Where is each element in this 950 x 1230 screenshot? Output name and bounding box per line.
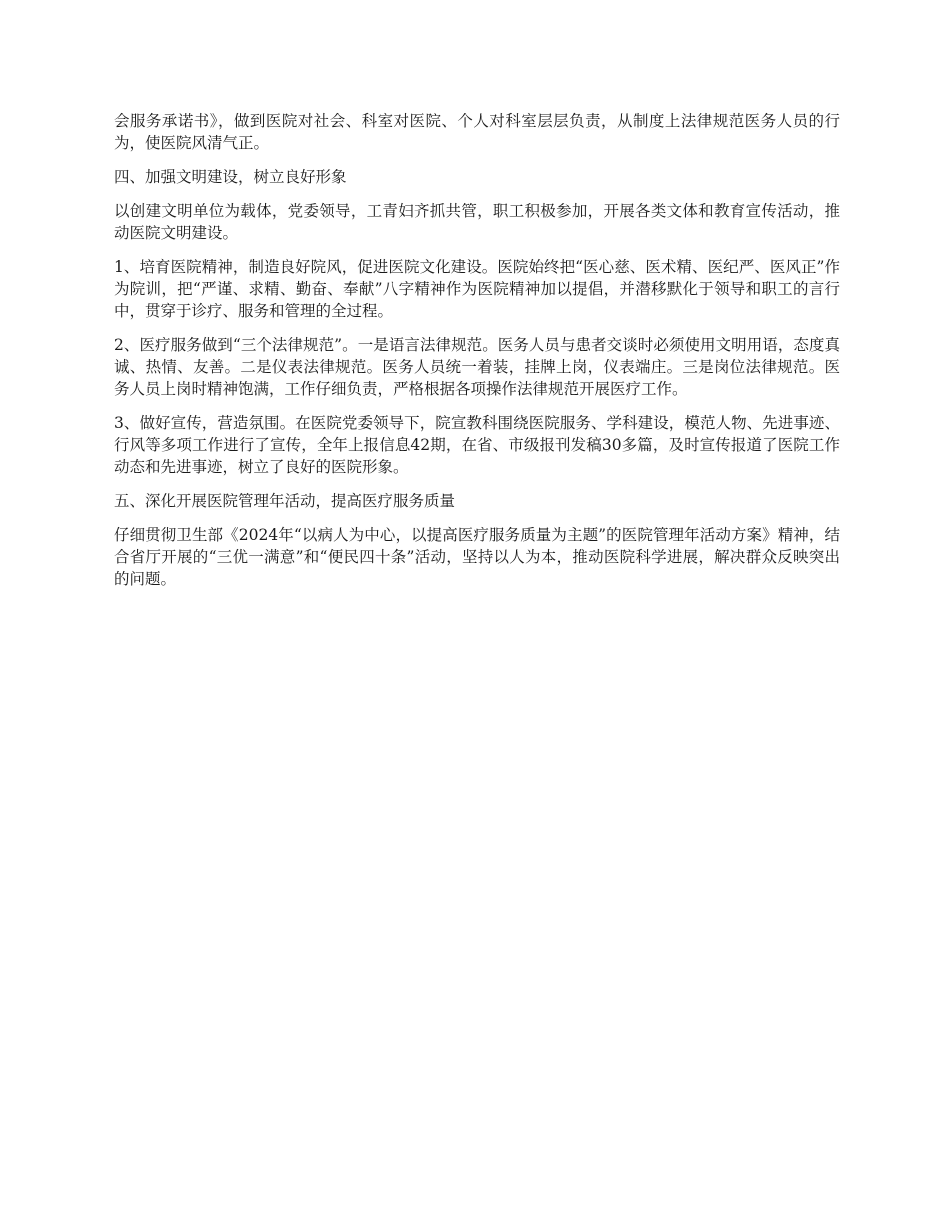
- section-heading-4: 四、加强文明建设，树立良好形象: [114, 168, 347, 186]
- paragraph-item-2: 2、医疗服务做到“三个法律规范”。一是语言法律规范。医务人员与患者交谈时必须使用文明用语，态度真诚、热情、友善。二是仪表法律规范。医务人员统一着装，挂牌上岗，仪表端庄。三是岗位法律规范。医务人员上岗时精神饱满，工作仔细负责，严格根据各项操作法律规范开展医疗工作。: [114, 336, 840, 398]
- paragraph-item-1: 1、培育医院精神，制造良好院风，促进医院文化建设。医院始终把“医心慈、医术精、医纪严、医风正”作为院训，把“严谨、求精、勤奋、奉献”八字精神作为医院精神加以提倡，并潜移默化于领导和职工的言行中，贯穿于诊疗、服务和管理的全过程。: [114, 258, 840, 320]
- paragraph-management-year: 仔细贯彻卫生部《2024年“以病人为中心，以提高医疗服务质量为主题”的医院管理年活动方案》精神，结合省厅开展的“三优一满意”和“便民四十条”活动，坚持以人为本，推动医院科学进展，解决群众反映突出的问题。: [114, 526, 840, 588]
- paragraph-continuation: 会服务承诺书》，做到医院对社会、科室对医院、个人对科室层层负责，从制度上法律规范医务人员的行为，使医院风清气正。: [114, 112, 840, 152]
- paragraph-civilization: 以创建文明单位为载体，党委领导，工青妇齐抓共管，职工积极参加，开展各类文体和教育宣传活动，推动医院文明建设。: [114, 202, 840, 242]
- section-heading-5: 五、深化开展医院管理年活动，提高医疗服务质量: [114, 492, 456, 510]
- paragraph-item-3: 3、做好宣传，营造氛围。在医院党委领导下，院宣教科围绕医院服务、学科建设，模范人物、先进事迹、行风等多项工作进行了宣传，全年上报信息42期，在省、市级报刊发稿30多篇，及时宣传报道了医院工作动态和先进事迹，树立了良好的医院形象。: [114, 414, 840, 476]
- document-body: [114, 110, 840, 602]
